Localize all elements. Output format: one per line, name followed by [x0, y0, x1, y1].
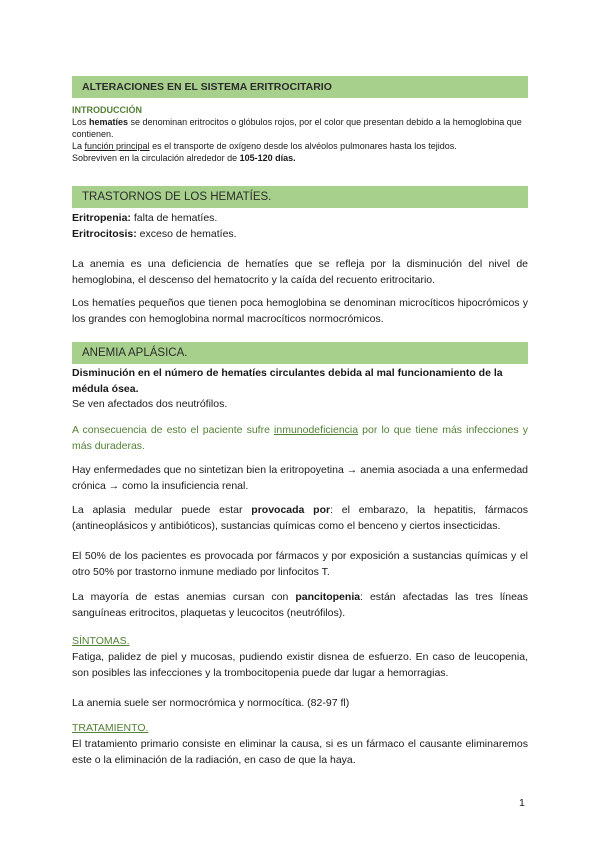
symptoms-note: La anemia suele ser normocrómica y normocítica. (82-97 fl): [72, 697, 350, 709]
eritropoyetina-paragraph: Hay enfermedades que no sintetizan bien la eritropoyetina → anemia asociada a una enfermedad crónica → como la insuficiencia renal.: [72, 464, 528, 492]
anemia-paragraph: La anemia es una deficiencia de hematíes que se refleja por la disminución del nivel de hemoglobina, el descenso del hematocrito y la caída del recuento eritrocitario.: [72, 258, 528, 286]
aplasica-definition-block: [72, 366, 528, 413]
definition-eritropenia: Eritropenia: falta de hematíes.: [72, 212, 218, 224]
section-title: TRASTORNOS DE LOS HEMATÍES.: [82, 191, 272, 203]
causes-paragraph: La aplasia medular puede estar provocada por: el embarazo, la hepatitis, fármacos (antineoplásicos y antibióticos), sustancias químicas como el benceno y ciertos insecticidas.: [72, 504, 529, 532]
intro-paragraph-1: Los hematíes se denominan eritrocitos o glóbulos rojos, por el color que presentan debido a la hemoglobina que contienen.: [72, 117, 522, 139]
treatment-heading: TRATAMIENTO.: [72, 722, 149, 734]
aplasica-definition: Disminución en el número de hematíes circulantes debida al mal funcionamiento de la médula ósea.: [72, 367, 503, 395]
intro-paragraph-3: Sobreviven en la circulación alrededor de 105-120 días.: [72, 153, 296, 163]
symptoms-heading: SÍNTOMAS.: [72, 635, 130, 647]
section-title: ANEMIA APLÁSICA.: [82, 347, 188, 359]
section-title: ALTERACIONES EN EL SISTEMA ERITROCITARIO: [82, 81, 332, 93]
intro-subheading: INTRODUCCIÓN: [72, 105, 142, 115]
intro-paragraph-2: La función principal es el transporte de oxígeno desde los alvéolos pulmonares hasta los tejidos.: [72, 141, 457, 151]
inmunodeficiencia-paragraph: A consecuencia de esto el paciente sufre inmunodeficiencia por lo que tiene más infecciones y más duraderas.: [72, 424, 528, 452]
intro-block: [72, 104, 528, 164]
section-banner-anemia-aplasica: [72, 342, 528, 364]
symptoms-paragraph: Fatiga, palidez de piel y mucosas, pudiendo existir disnea de esfuerzo. En caso de leucopenia, son posibles las infecciones y la trombocitopenia puede dar lugar a hemorragias.: [72, 651, 528, 679]
section-banner-trastornos: [72, 186, 528, 208]
definition-eritrocitosis: Eritrocitosis: exceso de hematíes.: [72, 227, 237, 240]
treatment-paragraph: El tratamiento primario consiste en eliminar la causa, si es un fármaco el causante eliminaremos este o la eliminación de la radiación, en caso de que la haya.: [72, 738, 528, 766]
hematies-size-paragraph: Los hematíes pequeños que tienen poca hemoglobina se denominan microcíticos hipocrómicos y los grandes con hemoglobina normal macrocíticos normocrómicos.: [72, 297, 528, 325]
percent-paragraph: El 50% de los pacientes es provocada por fármacos y por exposición a sustancias químicas y el otro 50% por trastorno inmune mediado por linfocitos T.: [72, 550, 528, 578]
section-banner-alteraciones: [72, 76, 528, 98]
aplasica-definition-note: Se ven afectados dos neutrófilos.: [72, 398, 228, 410]
page-number: 1: [519, 797, 525, 809]
definitions-block: [72, 211, 528, 242]
pancitopenia-paragraph: La mayoría de estas anemias cursan con pancitopenia: están afectadas las tres líneas sanguíneas eritrocitos, plaquetas y leucocitos (neutrófilos).: [72, 591, 529, 619]
